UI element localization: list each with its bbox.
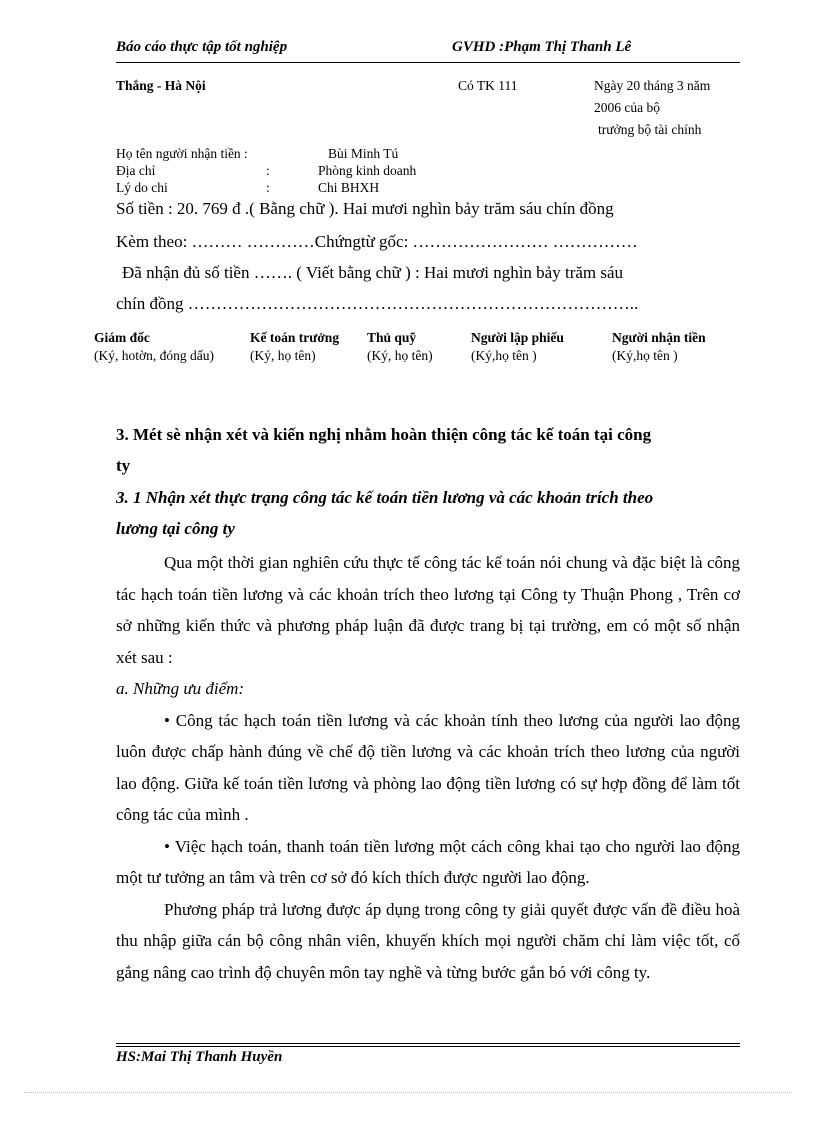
header-rule [116,62,740,63]
section-3-title-line-2: ty [116,456,131,475]
bullet-icon: • [164,836,170,856]
signature-director [94,329,234,365]
received-line-2: chín đồng …………………………………………………………………….. [116,294,639,313]
bullet-icon: • [164,710,170,730]
section-3-1-title-line-1: 3. 1 Nhận xét thực trạng công tác kế toán tiền lương và các khoản trích theo [116,488,654,507]
decision-line-3: trưởng bộ tài chính [598,122,702,137]
signature-preparer-note: (Ký,họ tên ) [471,348,537,363]
bullet-paragraph-1 [116,705,740,831]
signature-chief-accountant [250,329,342,365]
receiver-address-value: Phòng kinh doanh [318,163,417,178]
signature-chief-accountant-title: Kế toán trưởng [250,330,340,345]
bullet-text-2: Việc hạch toán, thanh toán tiền lương một cách công khai tạo cho người lao động một tư tưởng an tâm và trên cơ sở đó kích thích được người lao động. [116,836,740,887]
section-3-title-line-1: 3. Mét sè nhận xét và kiến nghị nhằm hoàn thiện công tác kế toán tại công [116,425,652,444]
attachments-line: Kèm theo: ……… …………Chứngtừ gốc: …………………… …………… [116,232,638,251]
receiver-address-colon: : [266,163,270,178]
location-text: Thắng - Hà Nội [116,78,206,93]
signature-cashier-title: Thủ quỹ [367,330,417,345]
body-text [116,547,740,988]
received-line-1: Đã nhận đủ số tiền ……. ( Viết bằng chữ ) : Hai mươi nghìn bảy trăm sáu [122,263,624,282]
page-bottom-border [24,1092,792,1093]
footer-student-name: HS:Mai Thị Thanh Huyền [116,1049,283,1065]
account-text: Có TK 111 [458,78,518,93]
receiver-address-label: Địa chỉ [116,163,156,178]
signature-preparer-title: Người lập phiếu [471,330,564,345]
receiver-name-value: Bùi Minh Tú [328,146,399,161]
signature-cashier [367,329,467,365]
signature-recipient-title: Người nhận tiền [612,330,706,345]
receiver-reason-colon: : [266,180,270,195]
signature-cashier-note: (Ký, họ tên) [367,348,433,363]
signature-recipient-note: (Ký,họ tên ) [612,348,678,363]
advantages-heading: a. Những ưu điểm: [116,679,245,698]
header-supervisor: GVHD :Phạm Thị Thanh Lê [452,39,632,55]
bullet-text-1: Công tác hạch toán tiền lương và các khoản tính theo lương của người lao động luôn được chấp hành đúng về chế độ tiền lương và các khoản trích theo lương của người lao động. Giữa kế toán tiền lương và phòng lao động tiền lương có sự hợp đồng để làm tốt công tác của mình . [116,710,740,824]
signature-recipient [612,329,742,365]
signature-preparer [471,329,601,365]
decision-line-1: Ngày 20 tháng 3 năm [594,78,711,93]
signature-director-title: Giám đốc [94,330,150,345]
receiver-reason-label: Lý do chi [116,180,168,195]
decision-line-2: 2006 của bộ [594,100,660,115]
signature-chief-accountant-note: (Ký, họ tên) [250,348,316,363]
method-paragraph: Phương pháp trả lương được áp dụng trong công ty giải quyết được vấn đề điều hoà thu nhập giữa cán bộ công nhân viên, khuyến khích mọi người chăm chỉ làm việc tốt, cố gắng nâng cao trình độ chuyên môn tay nghề và từng bước gắn bó với công ty. [116,899,740,982]
receiver-name-label: Họ tên người nhận tiền : [116,146,248,161]
receiver-reason-value: Chi BHXH [318,180,380,195]
bullet-paragraph-2 [116,831,740,894]
footer-rule-2 [116,1046,740,1047]
amount-line: Số tiền : 20. 769 đ .( Bằng chữ ). Hai mươi nghìn bảy trăm sáu chín đồng [116,199,614,218]
section-3-1-title-line-2: lương tại công ty [116,519,235,538]
footer-rule-1 [116,1043,740,1044]
header-report-title: Báo cáo thực tập tốt nghiệp [116,39,288,55]
signature-director-note: (Ký, hotờn, đóng dấu) [94,348,214,363]
intro-paragraph: Qua một thời gian nghiên cứu thực tế công tác kế toán nói chung và đặc biệt là công tác hạch toán tiền lương và các khoản trích theo lương tại Công ty Thuận Phong , Trên cơ sở những kiến thức và phương pháp luận đã được trang bị tại trường, em có một số nhận xét sau : [116,553,740,667]
